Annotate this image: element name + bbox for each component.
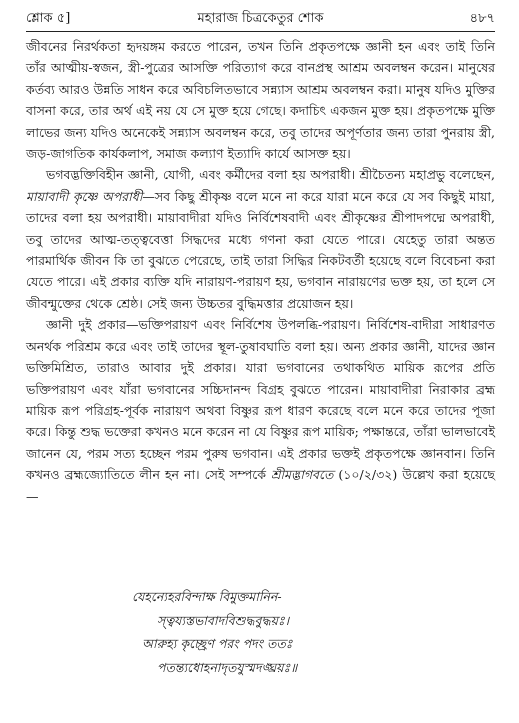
sanskrit-verse — [26, 585, 495, 679]
page-header — [26, 8, 495, 30]
paragraph-2 — [26, 164, 495, 314]
verse-line-4: পতন্ত্যধোহনাদৃতযুস্মদঙ্ঘ্রয়ঃ॥ — [157, 659, 298, 675]
paragraph-2-text-b: —সব কিছু শ্রীকৃষ্ণ বলে মনে না করে যারা মনে করে যে সব কিছুই মায়া, তাদের বলা হয় অপরাধী। মায়াবাদীরা যদিও নির্বিশেষবাদী এবং শ্রীকৃষ্ণের শ্রীপাদপদ্মে অপরাধী, তবু তাদের আত্ম-তত্ত্ববেত্তা সিদ্ধদের মধ্যে গণনা করা যেতে পারে। যেহেতু তারা অন্তত পারমার্থিক জীবন কি তা বুঝতে পেরেছে, তাই তারা সিদ্ধির নিকটবর্তী হয়েছে বলে বিবেচনা করা যেতে পারে। এই প্রকার ব্যক্তি যদি নারায়ণ-পরায়ণ হয়, ভগবান নারায়ণের ভক্ত হয়, তা হলে সে জীবন্মুক্তের থেকে শ্রেষ্ঠ। সেই জন্য উচ্চতর বুদ্ধিমত্তার প্রয়োজন হয়। — [26, 188, 495, 311]
paragraph-3-text-b: (১০/২/৩২) উল্লেখ করা হয়েছে— — [26, 467, 495, 504]
paragraph-1: জীবনের নিরর্থকতা হৃদয়ঙ্গম করতে পারেন, তখন তিনি প্রকৃতপক্ষে জ্ঞানী হন এবং তাই তিনি তাঁর আত্মীয়-স্বজন, স্ত্রী-পুত্রের আসক্তি পরিত্যাগ করে বানপ্রস্থ আশ্রম অবলম্বন করেন। মানুষের কর্তব্য আরও উন্নতি সাধন করে অবিচলিতভাবে সন্ন্যাস আশ্রম অবলম্বন করা। মানুষ যদিও মুক্তির বাসনা করে, তার অর্থ এই নয় যে সে মুক্ত হয়ে গেছে। কদাচিৎ একজন মুক্ত হয়। প্রকৃতপক্ষে মুক্তি লাভের জন্য যদিও অনেকেই সন্ন্যাস অবলম্বন করে, তবু তাদের অপূর্ণতার জন্য তারা পুনরায় স্ত্রী, জড়-জাগতিক কার্যকলাপ, সমাজ কল্যাণ ইত্যাদি কার্যে আসক্ত হয়। — [26, 39, 495, 162]
paragraph-3-text-a: জ্ঞানী দুই প্রকার—ভক্তিপরায়ণ এবং নির্বিশেষ উপলব্ধি-পরায়ণ। নির্বিশেষ-বাদীরা সাধারণত অনর্থক পরিশ্রম করে এবং তাই তাদের স্থূল-তুষাবঘাতি বলা হয়। অন্য প্রকার জ্ঞানী, যাদের জ্ঞান ভক্তিমিশ্রিত, তারাও আবার দুই প্রকার। যারা ভগবানের তথাকথিত মায়িক রূপের প্রতি ভক্তিপরায়ণ এবং যাঁরা ভগবানের সচ্চিদানন্দ বিগ্রহ বুঝতে পারেন। মায়াবাদীরা নিরাকার ব্রহ্ম মায়িক রূপ পরিগ্রহ-পূর্বক নারায়ণ অথবা বিষ্ণুর রূপ ধারণ করেছে বলে মনে করে তাদের পূজা করে। কিন্তু শুদ্ধ ভক্তেরা কখনও মনে করেন না যে বিষ্ণুর রূপ মায়িক; পক্ষান্তরে, তাঁরা ভালভাবেই জানেন যে, পরম সত্য হচ্ছেন পরম পুরুষ ভগবান। এই প্রকার ভক্তই প্রকৃতপক্ষে জ্ঞানবান। তিনি কখনও ব্রহ্মজ্যোতিতে লীন হন না। সেই সম্পর্কে — [26, 317, 495, 483]
header-rule — [26, 31, 495, 32]
page-number: ৪৮৭ — [469, 11, 495, 26]
scripture-source: শ্রীমদ্ভাগবতে — [271, 467, 334, 483]
verse-line-2: স্ত্বয্যস্তভাবাদবিশুদ্ধবুদ্ধয়ঃ। — [157, 612, 290, 628]
verse-reference: শ্লোক ৫] — [26, 11, 71, 26]
purport-text — [26, 36, 495, 507]
verse-line-1: যেহন্যেহরবিন্দাক্ষ বিমুক্তমানিন- — [132, 589, 282, 604]
chapter-title: মহারাজ চিত্রকেতুর শোক — [197, 11, 324, 26]
paragraph-3 — [26, 314, 495, 507]
verse-line-3: আরুহ্য কৃচ্ছ্রেণ পরং পদং ততঃ — [142, 636, 293, 651]
paragraph-2-text-a: ভগবদ্ভক্তিবিহীন জ্ঞানী, যোগী, এবং কর্মীদের বলা হয় অপরাধী। শ্রীচৈতন্য মহাপ্রভু বলেছেন, — [46, 167, 495, 183]
quoted-phrase: মায়াবাদী কৃষ্ণে অপরাধী — [26, 188, 143, 204]
